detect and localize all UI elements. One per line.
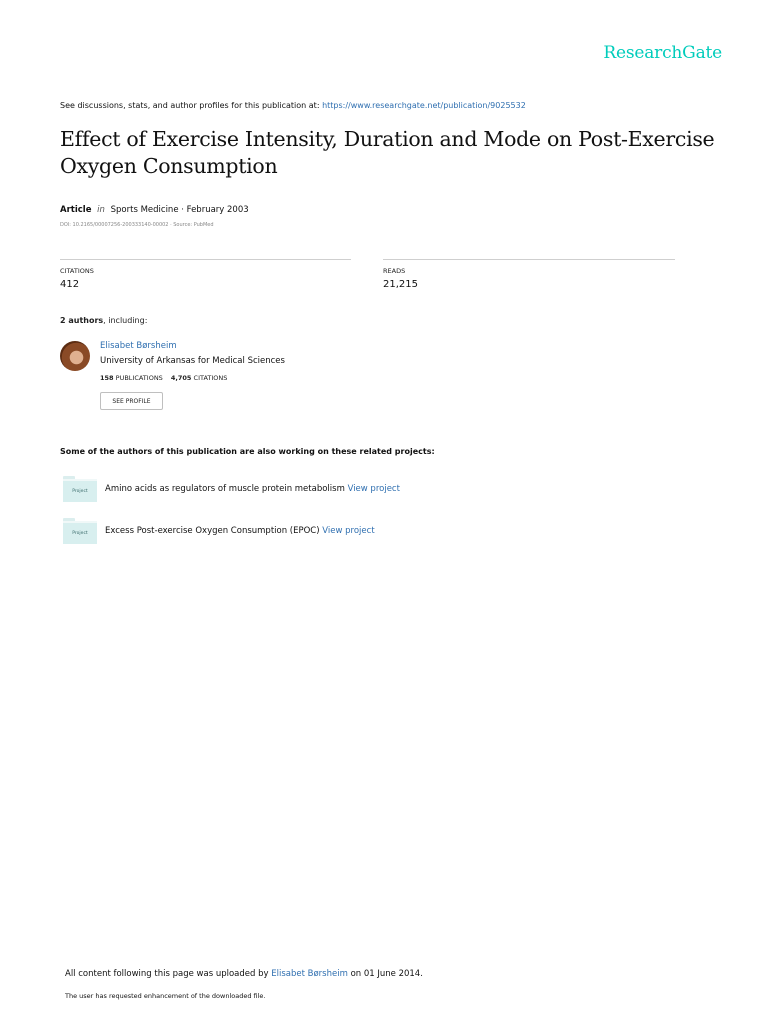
related-projects-heading: Some of the authors of this publication are also working on these related projects: — [60, 447, 435, 456]
view-project-link[interactable]: View project — [322, 526, 375, 536]
see-profile-button[interactable]: SEE PROFILE — [100, 392, 163, 410]
citations-divider — [60, 259, 351, 260]
uploader-link[interactable]: Elisabet Børsheim — [271, 969, 348, 979]
author-publications-label: PUBLICATIONS — [115, 374, 163, 382]
reads-value: 21,215 — [383, 279, 418, 290]
researchgate-logo[interactable]: ResearchGate — [603, 43, 722, 63]
project-title: Amino acids as regulators of muscle protein metabolism — [105, 484, 345, 494]
author-citations-label: CITATIONS — [193, 374, 228, 382]
project-folder-icon — [63, 518, 97, 544]
author-institution: University of Arkansas for Medical Sciences — [100, 356, 285, 366]
author-publications-count: 158 — [100, 374, 114, 382]
author-stats — [100, 374, 227, 382]
publication-url-link[interactable]: https://www.researchgate.net/publication/9025532 — [322, 101, 526, 110]
reads-label: READS — [383, 267, 406, 275]
upload-suffix: on 01 June 2014. — [350, 969, 423, 979]
author-citations-count: 4,705 — [170, 374, 192, 382]
publication-type: Article — [60, 205, 92, 215]
reads-divider — [383, 259, 675, 260]
project-title: Excess Post-exercise Oxygen Consumption (EPOC) — [105, 526, 320, 536]
enhancement-note: The user has requested enhancement of the downloaded file. — [65, 992, 266, 1000]
doi-source: DOI: 10.2165/00007256-200333140-00002 · Source: PubMed — [60, 222, 214, 228]
journal-date: Sports Medicine · February 2003 — [110, 205, 249, 215]
publication-meta — [60, 205, 249, 215]
project-icon-label: Project — [63, 479, 97, 502]
authors-heading — [60, 316, 147, 325]
project-item — [105, 526, 375, 536]
see-discussions-line — [60, 101, 526, 110]
author-name-link[interactable]: Elisabet Børsheim — [100, 341, 177, 351]
author-avatar[interactable] — [60, 341, 90, 371]
upload-prefix: All content following this page was uploaded by — [65, 969, 269, 979]
authors-suffix: , including: — [103, 316, 148, 325]
publication-title: Effect of Exercise Intensity, Duration and Mode on Post-Exercise Oxygen Consumption — [60, 127, 715, 178]
authors-count: 2 authors — [60, 316, 104, 325]
project-icon-label: Project — [63, 521, 97, 544]
upload-note — [65, 969, 423, 979]
citations-value: 412 — [60, 279, 80, 290]
project-folder-icon — [63, 476, 97, 502]
view-project-link[interactable]: View project — [347, 484, 400, 494]
in-label: in — [97, 205, 105, 215]
see-discussions-text: See discussions, stats, and author profiles for this publication at: — [60, 101, 320, 110]
project-item — [105, 484, 400, 494]
citations-label: CITATIONS — [60, 267, 94, 275]
